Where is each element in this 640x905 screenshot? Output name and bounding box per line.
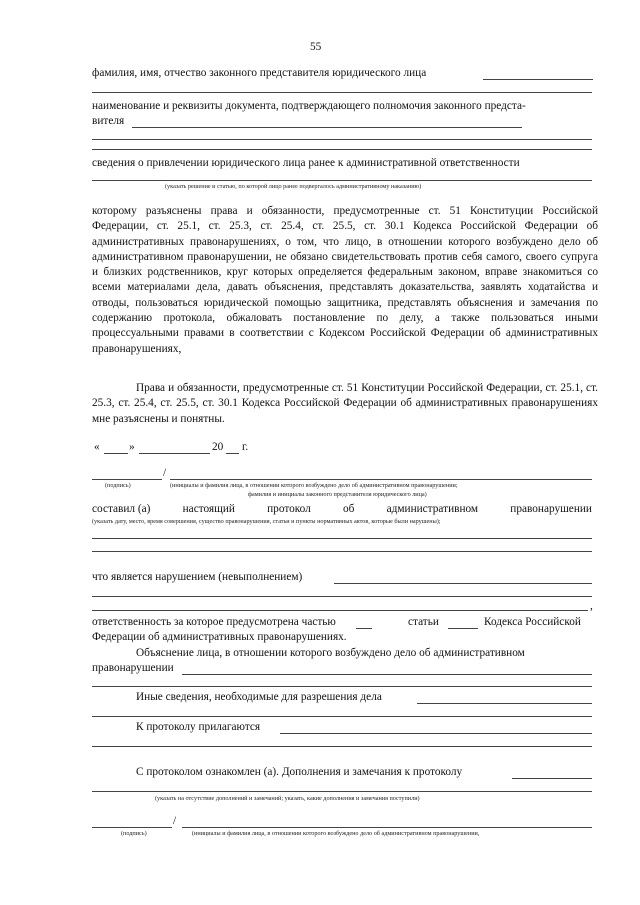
compiled-input-line-2[interactable] <box>92 551 592 552</box>
legal-rep-label: фамилия, имя, отчество законного представителя юридического лица <box>92 67 427 79</box>
attachments-input-line-2[interactable] <box>92 746 592 747</box>
violation-input-line-3[interactable] <box>92 610 588 611</box>
violation-comma: , <box>590 600 593 612</box>
violation-input-line-2[interactable] <box>92 596 592 597</box>
other-info-input-line[interactable] <box>417 703 592 704</box>
signature-input-line[interactable] <box>92 479 162 480</box>
explanation-input-line-2[interactable] <box>92 686 592 687</box>
authority-doc-label: наименование и реквизиты документа, подтверждающего полномочия законного предста- <box>92 100 526 112</box>
attachments-input-line[interactable] <box>280 733 592 734</box>
liability-part1: ответственность за которое предусмотрена частью <box>92 616 336 628</box>
authority-doc-input-line-3[interactable] <box>92 149 592 150</box>
compiled-hint: (указать дату, место, время совершения, существо правонарушения, статьи и пункты нормативных актов, которые были нарушены); <box>92 518 441 525</box>
violation-label: что является нарушением (невыполнением) <box>92 571 303 583</box>
prior-liability-hint: (указать решение и статью, по которой лицо ранее подвергалось административному наказанию) <box>165 183 422 190</box>
liability-article-input[interactable] <box>448 628 478 629</box>
familiarized-input-line-2[interactable] <box>92 791 592 792</box>
name-hint: (инициалы и фамилия лица, в отношении которого возбуждено дело об административном правонарушении; <box>170 482 458 489</box>
acknowledgment-paragraph: Права и обязанности, предусмотренные ст. 51 Конституции Российской Федерации, ст. 25.1, ст. 25.3, ст. 25.4, ст. 25.5, ст. 30.1 Кодекса Российской Федерации об административных правонарушениях мне разъяснены и понятны. <box>92 382 598 425</box>
legal-rep-input-line-2[interactable] <box>92 92 592 93</box>
date-year-suffix: г. <box>242 441 249 453</box>
date-year-input[interactable] <box>226 453 239 454</box>
other-info-label: Иные сведения, необходимые для разрешения дела <box>136 691 382 703</box>
legal-rep-input-line[interactable] <box>483 79 593 80</box>
page-number: 55 <box>310 41 322 53</box>
other-info-input-line-2[interactable] <box>92 716 592 717</box>
compiled-line <box>92 502 592 517</box>
compiled-input-line-1[interactable] <box>92 538 592 539</box>
authority-doc-label-cont: вителя <box>92 115 125 127</box>
signature-input-line-2[interactable] <box>92 827 172 828</box>
authority-doc-input-line[interactable] <box>132 127 522 128</box>
compiled-word: административном <box>386 503 479 515</box>
liability-part3: Кодекса Российской <box>484 616 581 628</box>
familiarized-label: С протоколом ознакомлен (а). Дополнения и замечания к протоколу <box>136 766 463 778</box>
explanation-label-cont: правонарушении <box>92 662 174 674</box>
compiled-word: составил (а) <box>92 503 151 515</box>
compiled-word: протокол <box>267 503 311 515</box>
name-hint-cont: фамилия и инициалы законного представителя юридического лица) <box>248 491 427 498</box>
signature-hint-2: (подпись) <box>121 830 147 837</box>
liability-part-input[interactable] <box>356 628 372 629</box>
violation-input-line[interactable] <box>334 583 592 584</box>
compiled-word: правонарушении <box>510 503 592 515</box>
date-year-prefix: 20 <box>212 441 224 453</box>
liability-part2: статьи <box>408 616 439 628</box>
date-open-quote: « <box>94 441 100 453</box>
familiarized-input-line[interactable] <box>512 778 592 779</box>
explanation-input-line[interactable] <box>182 674 592 675</box>
name-input-line[interactable] <box>170 479 592 480</box>
prior-liability-label: сведения о привлечении юридического лица ранее к административной ответственности <box>92 157 520 169</box>
compiled-word: об <box>343 503 355 515</box>
signature-slash: / <box>163 467 167 479</box>
name-hint-2: (инициалы и фамилия лица, в отношении которого возбуждено дело об административном правонарушении, <box>192 830 480 837</box>
compiled-word: настоящий <box>182 503 235 515</box>
name-input-line-2[interactable] <box>182 827 592 828</box>
date-month-input[interactable] <box>139 453 210 454</box>
authority-doc-input-line-2[interactable] <box>92 139 592 140</box>
familiarized-hint: (указать на отсутствие дополнений и замечаний; указать, какие дополнения и замечания поступили) <box>155 795 420 802</box>
explanation-label: Объяснение лица, в отношении которого возбуждено дело об административном <box>136 647 525 659</box>
attachments-label: К протоколу прилагаются <box>136 721 261 733</box>
liability-part4: Федерации об административных правонарушениях. <box>92 631 347 643</box>
rights-paragraph: которому разъяснены права и обязанности, предусмотренные ст. 51 Конституции Российской Федерации, ст. 25.1, ст. 25.3, ст. 25.4, ст. 25.5, ст. 30.1 Кодекса Российской Федерации об административных правонарушениях, о том, что лицо, в отношении которого возбуждено дело об административном правонарушении, не обязано свидетельствовать против себя самого, своего супруга и близких родственников, круг которых определяется федеральным законом, вправе знакомиться со всеми материалами дела, давать объяснения, представлять доказательства, заявлять ходатайства и отводы, пользоваться юридической помощью защитника, представлять объяснения и замечания по содержанию протокола, обжаловать постановление по делу, а также пользоваться иными процессуальными правами в соответствии с Кодексом Российской Федерации об административных правонарушениях, <box>92 205 598 355</box>
prior-liability-input-line[interactable] <box>92 180 592 181</box>
date-close-quote: » <box>129 441 135 453</box>
signature-slash-2: / <box>173 815 177 827</box>
date-day-input[interactable] <box>104 453 128 454</box>
signature-hint: (подпись) <box>105 482 131 489</box>
